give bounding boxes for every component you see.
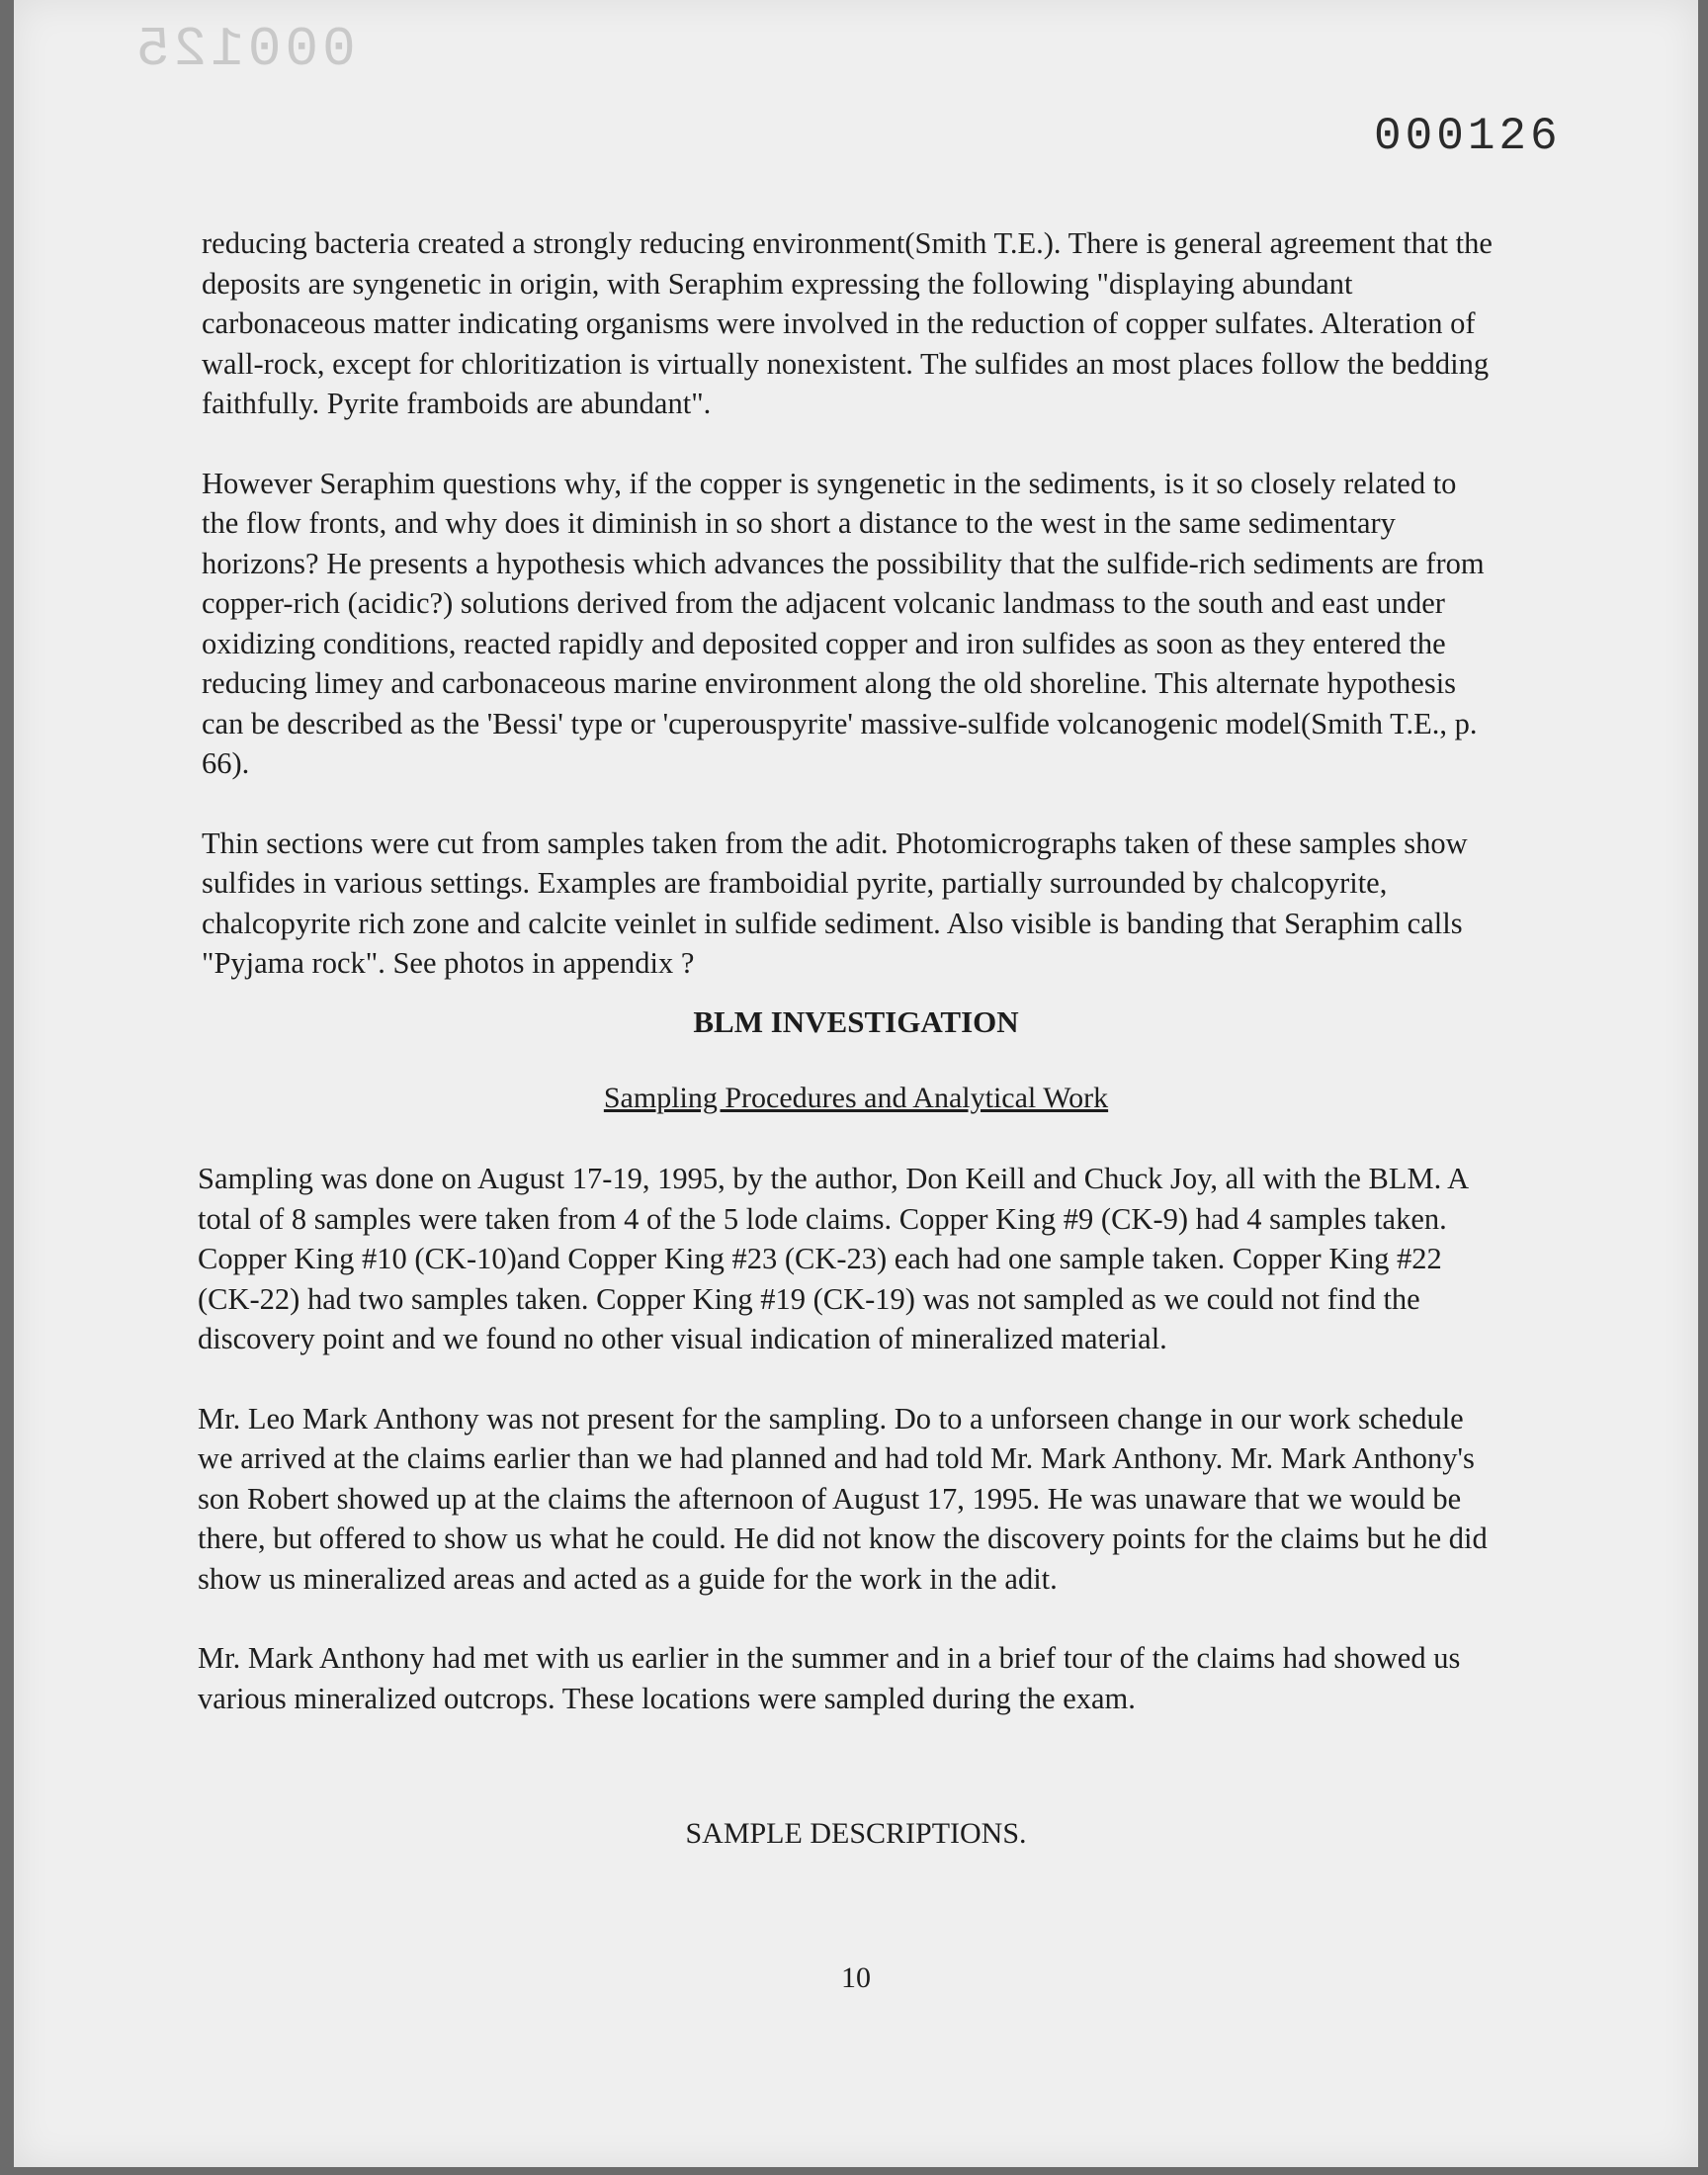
paragraph: Sampling was done on August 17-19, 1995, by the author, Don Keill and Chuck Joy, all with the BLM. A total of 8 samples were taken from 4 of the 5 lode claims. Copper King #9 (CK-9) had 4 samples taken. Copper King #10 (CK-10)and Copper King #23 (CK-23) each had one sample taken. Copper King #22 (CK-22) had two samples taken. Copper King #19 (CK-19) was not sampled as we could not find the discovery point and we found no other visual indication of mineralized material.: [198, 1162, 1468, 1355]
paragraph: However Seraphim questions why, if the copper is syngenetic in the sediments, is it so closely related to the flow fronts, and why does it diminish in so short a distance to the west in the same sedimentary horizons? He presents a hypothesis which advances the possibility that the sulfide-rich sediments are from copper-rich (acidic?) solutions derived from the adjacent volcanic landmass to the south and east under oxidizing conditions, reacted rapidly and deposited copper and iron sulfides as soon as they entered the reducing limey and carbonaceous marine environment along the old shoreline. This alternate hypothesis can be described as the 'Bessi' type or 'cuperouspyrite' massive-sulfide volcanogenic model(Smith T.E., p. 66).: [202, 466, 1485, 780]
section-heading: BLM INVESTIGATION: [693, 1004, 1019, 1039]
bleed-through-mark: 000125: [132, 18, 356, 81]
body-bottom: [198, 1159, 1493, 1758]
page-number: 10: [841, 1961, 871, 1994]
paragraph: Thin sections were cut from samples taken from the adit. Photomicrographs taken of these samples show sulfides in various settings. Examples are framboidial pyrite, partially surrounded by chalcopyrite, chalcopyrite rich zone and calcite veinlet in sulfide sediment. Also visible is banding that Seraphim calls "Pyjama rock". See photos in appendix ?: [202, 826, 1468, 980]
closing-heading: SAMPLE DESCRIPTIONS.: [685, 1817, 1027, 1850]
paragraph: Mr. Leo Mark Anthony was not present for the sampling. Do to a unforseen change in our work schedule we arrived at the claims earlier than we had planned and had told Mr. Mark Anthony. Mr. Mark Anthony's son Robert showed up at the claims the afternoon of August 17, 1995. He was unaware that we would be there, but offered to show us what he could. He did not know the discovery points for the claims but he did show us mineralized areas and acted as a guide for the work in the adit.: [198, 1401, 1488, 1596]
body-top: [202, 223, 1496, 1023]
paragraph: Mr. Mark Anthony had met with us earlier in the summer and in a brief tour of the claims had showed us various mineralized outcrops. These locations were sampled during the exam.: [198, 1641, 1461, 1715]
page-id: 000126: [1374, 111, 1562, 162]
paragraph: reducing bacteria created a strongly reducing environment(Smith T.E.). There is general agreement that the deposits are syngenetic in origin, with Seraphim expressing the following "displaying abundant carbonaceous matter indicating organisms were involved in the reduction of copper sulfates. Alteration of wall-rock, except for chloritization is virtually nonexistent. The sulfides an most places follow the bedding faithfully. Pyrite framboids are abundant".: [202, 226, 1493, 420]
subsection-heading: Sampling Procedures and Analytical Work: [603, 1082, 1109, 1114]
document-page: [14, 0, 1698, 2167]
